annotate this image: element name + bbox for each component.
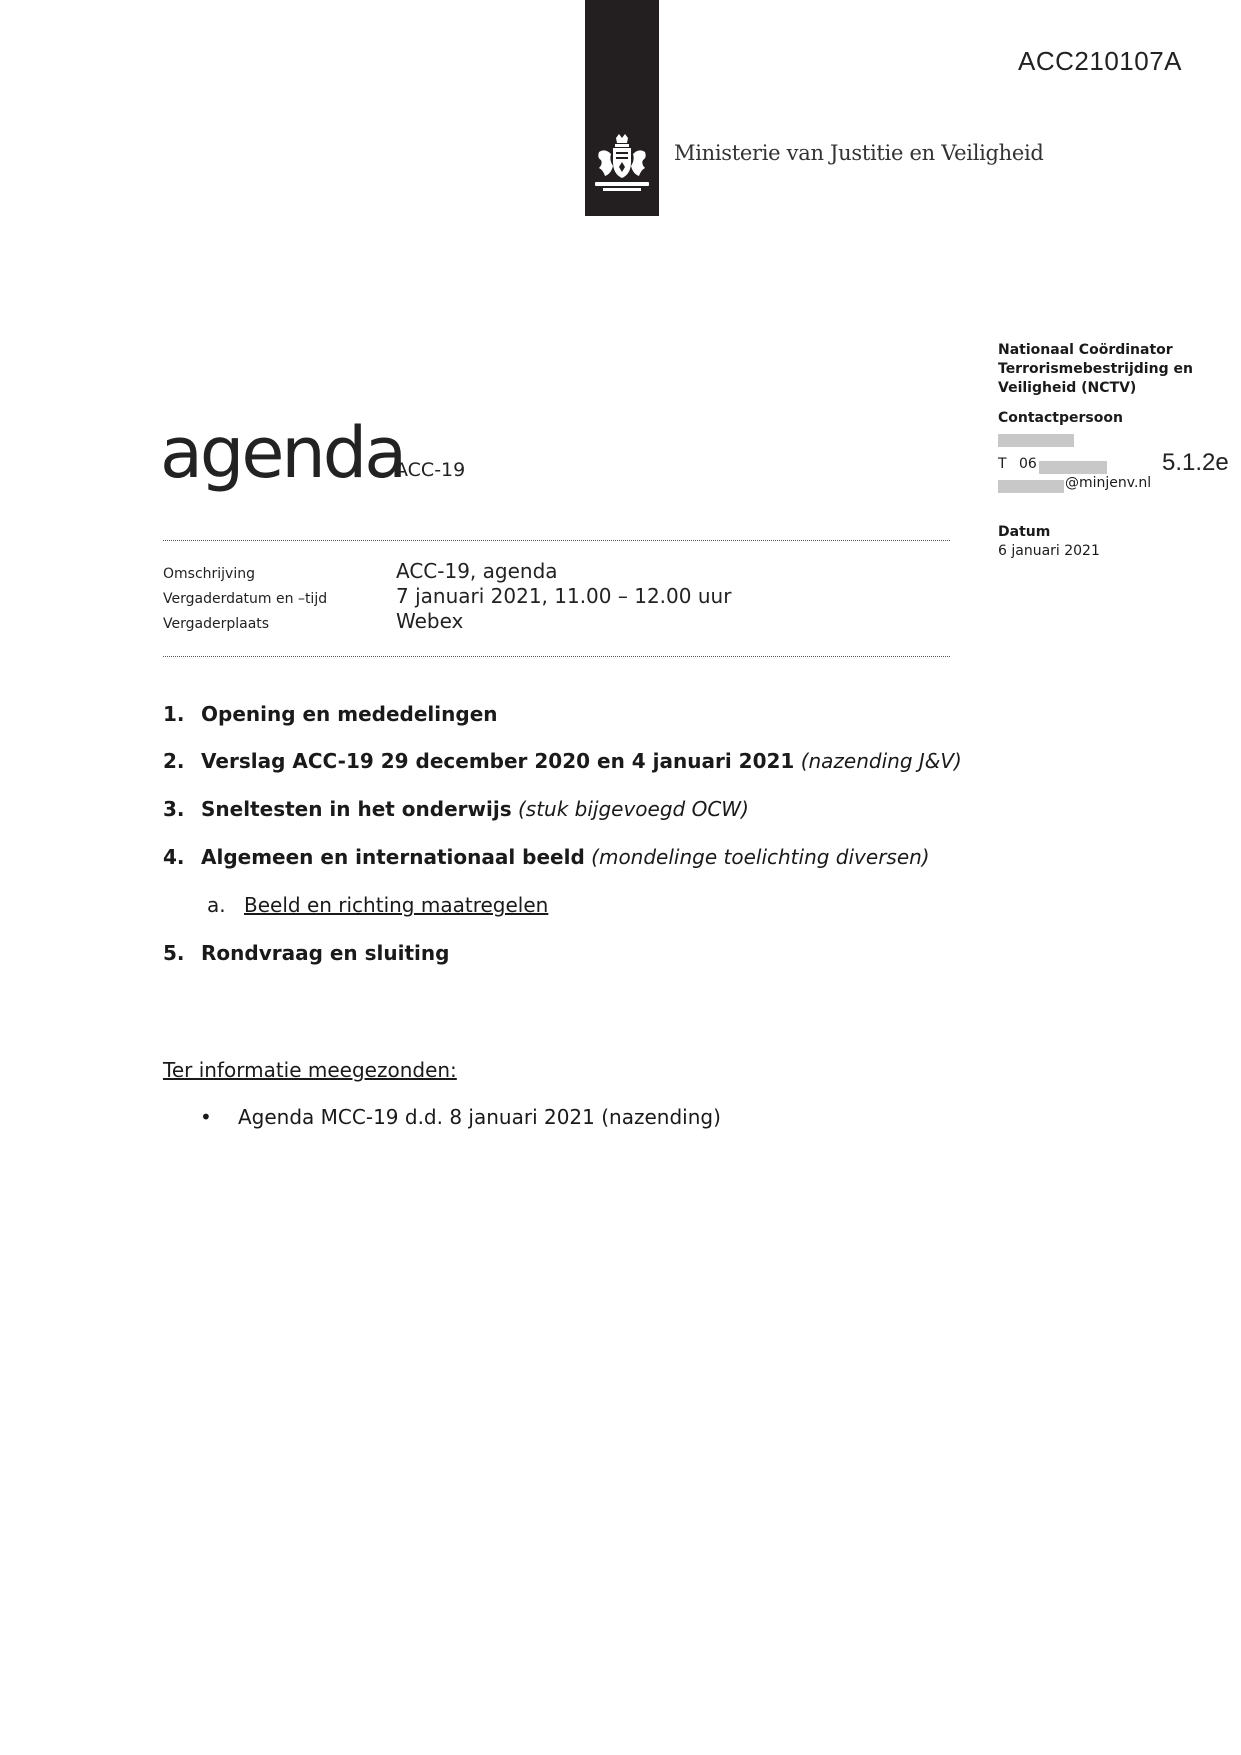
date-label: Datum xyxy=(998,524,1051,540)
agenda-item-number: 3. xyxy=(163,797,185,821)
agenda-item-note: (nazending J&V) xyxy=(800,749,962,773)
agenda-item xyxy=(163,845,930,869)
agenda-subitem xyxy=(207,893,548,917)
agenda-item-text: Rondvraag en sluiting xyxy=(201,941,450,965)
meta-label-datetime: Vergaderdatum en –tijd xyxy=(163,591,328,607)
ministry-name: Ministerie van Justitie en Veiligheid xyxy=(674,141,1044,165)
meta-value-description: ACC-19, agenda xyxy=(396,559,558,583)
sender-organisation: Nationaal Coördinator Terrorismebestrijding en Veiligheid (NCTV) xyxy=(998,342,1193,396)
agenda-item-text: Algemeen en internationaal beeld xyxy=(201,845,585,869)
meta-value-datetime: 7 januari 2021, 11.00 – 12.00 uur xyxy=(396,584,732,608)
agenda-subitem-letter: a. xyxy=(207,893,226,917)
phone-label: T xyxy=(998,456,1007,472)
divider-bottom xyxy=(163,656,950,657)
page-subtitle: ACC-19 xyxy=(395,459,466,481)
agenda-item-number: 2. xyxy=(163,749,185,773)
info-heading: Ter informatie meegezonden: xyxy=(163,1058,457,1082)
redaction-code: 5.1.2e xyxy=(1162,449,1229,476)
meta-label-location: Vergaderplaats xyxy=(163,616,270,632)
agenda-item-number: 4. xyxy=(163,845,185,869)
contact-label: Contactpersoon xyxy=(998,410,1123,426)
info-list-item: Agenda MCC-19 d.d. 8 januari 2021 (nazending) xyxy=(238,1105,721,1129)
agenda-item xyxy=(163,941,449,965)
agenda-subitem-text: Beeld en richting maatregelen xyxy=(244,893,549,917)
agenda-item xyxy=(163,702,498,726)
meta-label-description: Omschrijving xyxy=(163,566,255,582)
agenda-item-note: (stuk bijgevoegd OCW) xyxy=(517,797,749,821)
bullet-icon: • xyxy=(200,1105,212,1129)
redacted-email-user xyxy=(998,480,1064,493)
divider-top xyxy=(163,540,950,541)
agenda-item-number: 5. xyxy=(163,941,185,965)
email-domain: @minjenv.nl xyxy=(1065,475,1152,491)
agenda-item-text: Opening en mededelingen xyxy=(201,702,498,726)
phone-prefix: 06 xyxy=(1019,456,1037,472)
document-code: ACC210107A xyxy=(1018,46,1182,76)
agenda-item xyxy=(163,749,962,773)
page-title: agenda xyxy=(160,412,405,494)
agenda-item-text: Verslag ACC-19 29 december 2020 en 4 januari 2021 xyxy=(201,749,795,773)
redacted-phone xyxy=(1039,461,1107,474)
agenda-item xyxy=(163,797,749,821)
agenda-item-text: Sneltesten in het onderwijs xyxy=(201,797,512,821)
agenda-item-note: (mondelinge toelichting diversen) xyxy=(591,845,930,869)
meta-value-location: Webex xyxy=(396,609,464,633)
coat-of-arms-icon xyxy=(589,132,655,198)
redacted-name xyxy=(998,434,1074,447)
date-value: 6 januari 2021 xyxy=(998,543,1100,559)
agenda-item-number: 1. xyxy=(163,702,185,726)
